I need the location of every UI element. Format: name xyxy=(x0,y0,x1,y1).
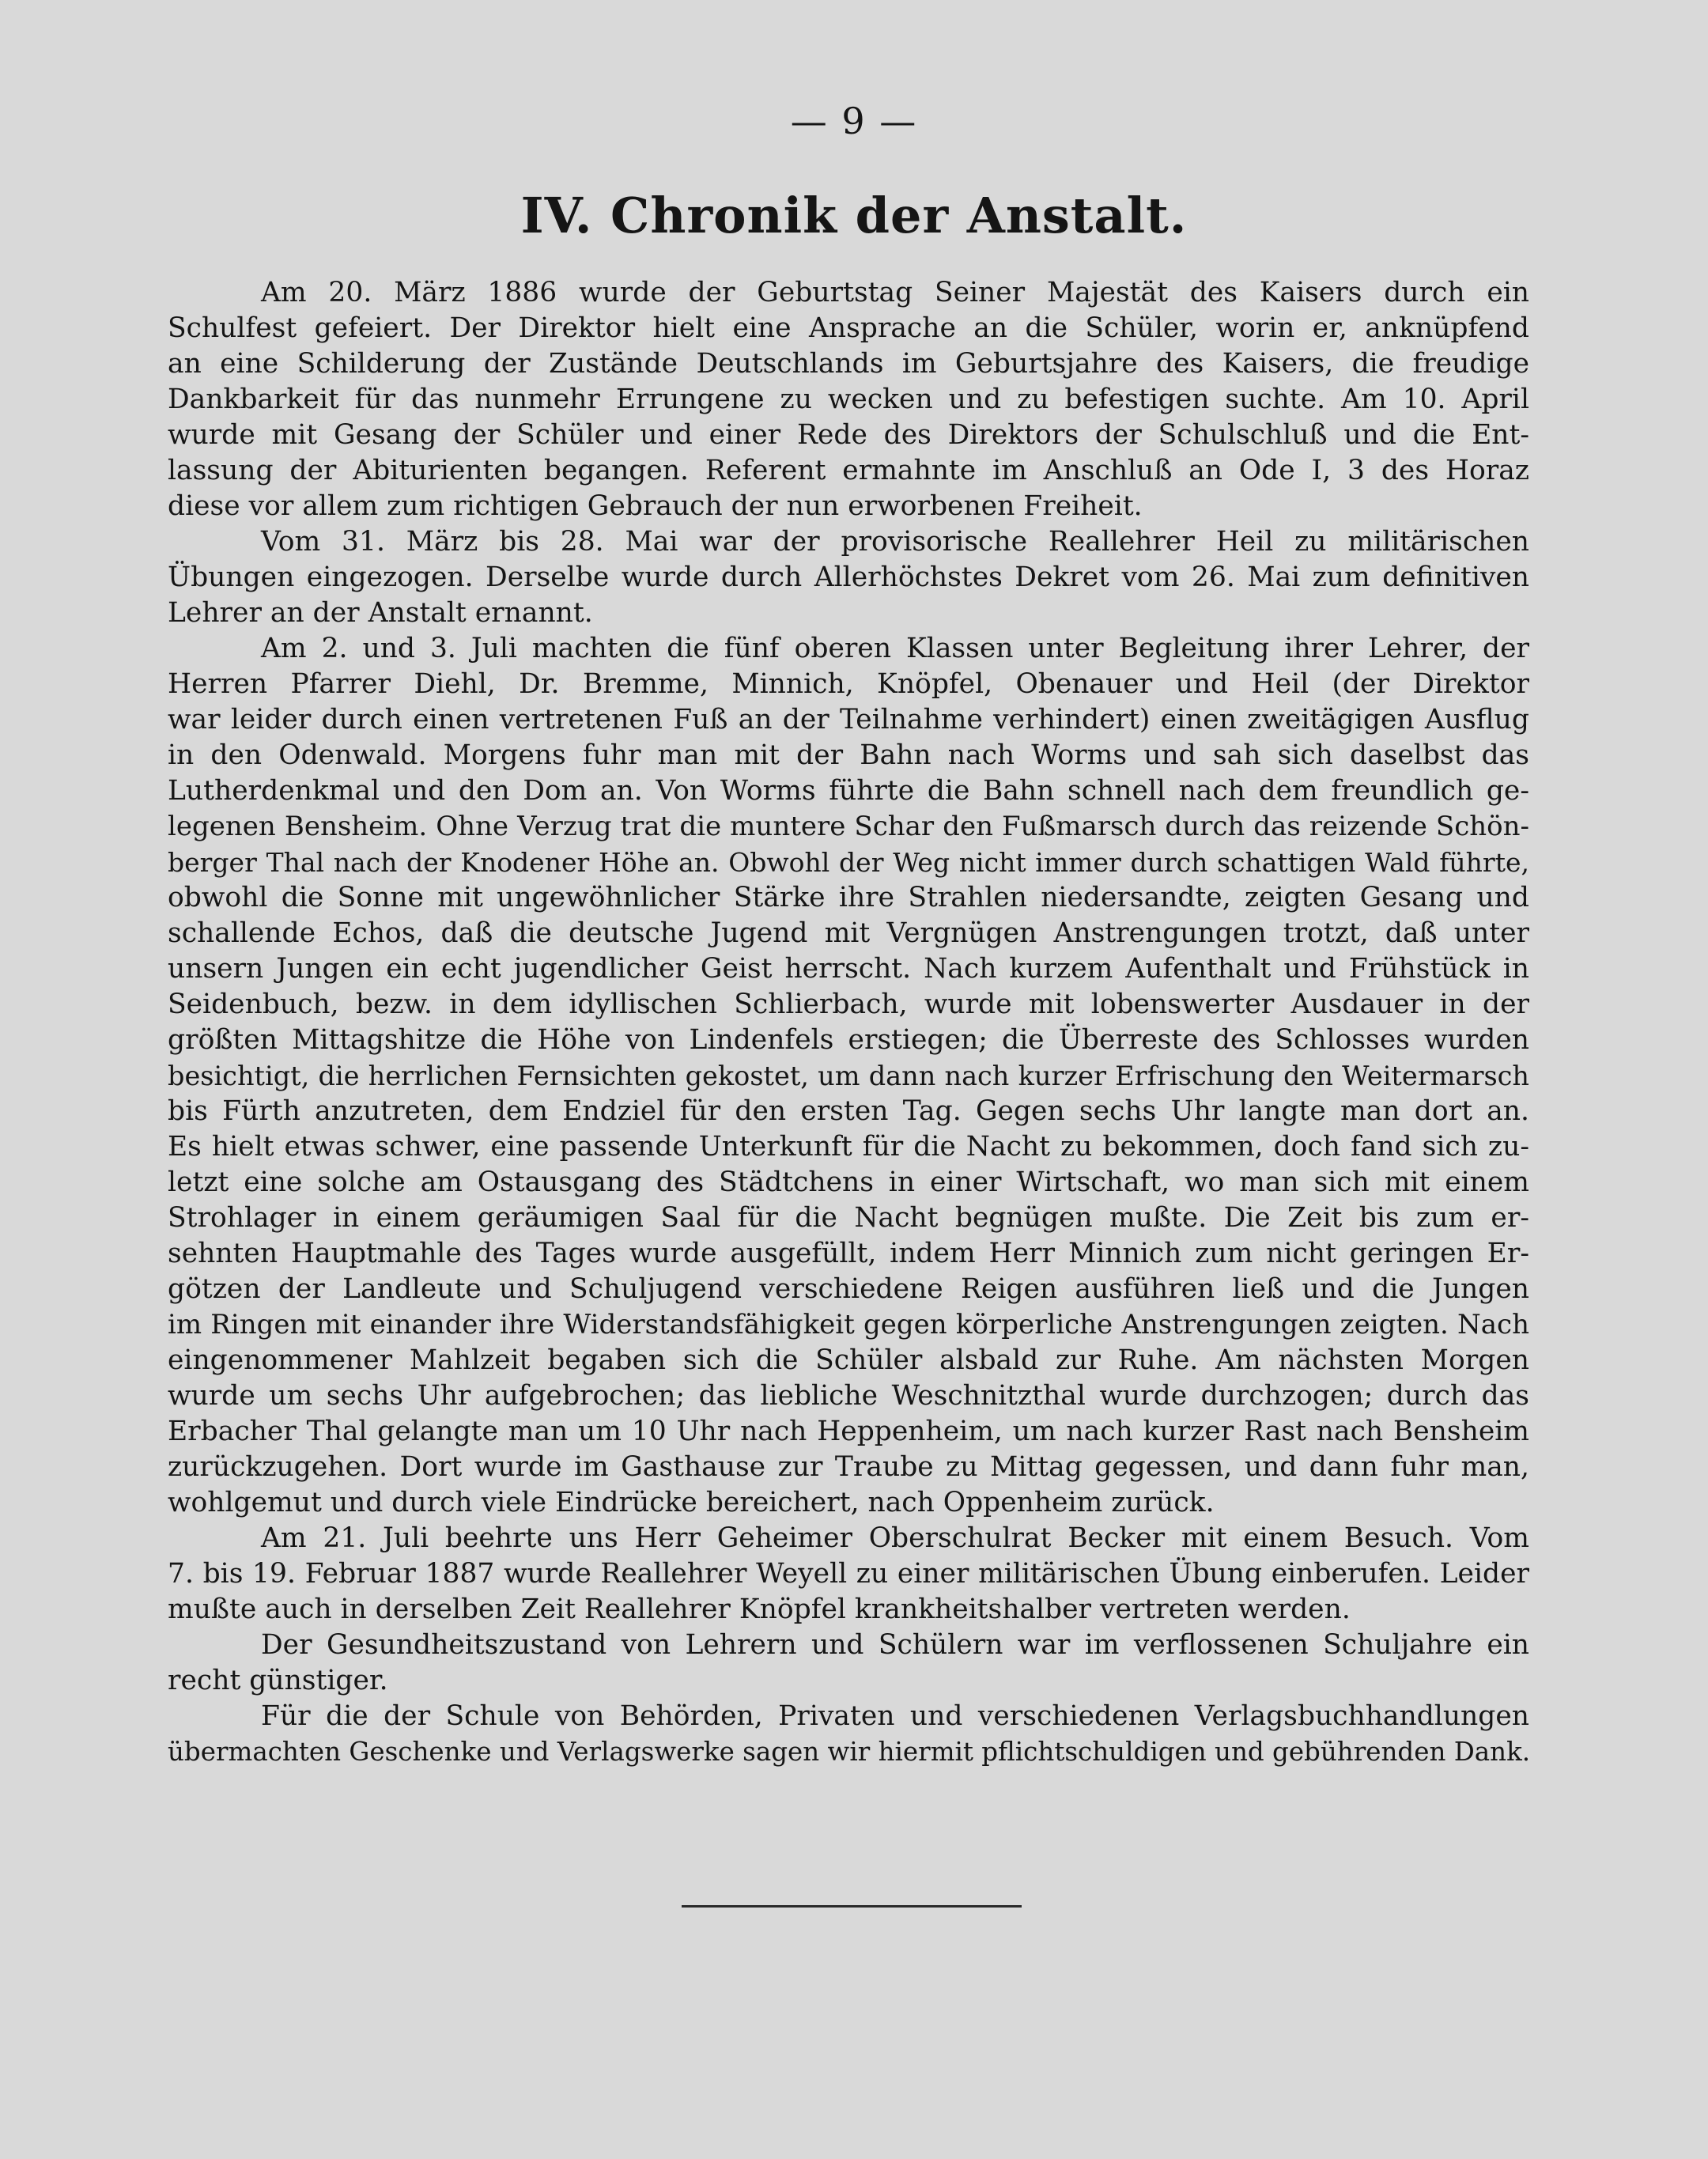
text-line: wurde um sechs Uhr aufgebrochen; das liebliche Weschnitzthal wurde durchzogen; durch das xyxy=(168,1380,1529,1412)
text-line: Lehrer an der Anstalt ernannt. xyxy=(168,597,593,629)
text-line: wohlgemut und durch viele Eindrücke bereichert, nach Oppenheim zurück. xyxy=(168,1487,1215,1518)
text-line: diese vor allem zum richtigen Gebrauch der nun erworbenen Freiheit. xyxy=(168,490,1143,522)
paragraph xyxy=(168,524,1529,631)
text-line: Es hielt etwas schwer, eine passende Unterkunft für die Nacht zu bekommen, doch fand sich zu- xyxy=(168,1131,1529,1163)
closing-rule-divider xyxy=(682,1905,1022,1908)
text-line: zurückzugehen. Dort wurde im Gasthause zur Traube zu Mittag gegessen, und dann fuhr man, xyxy=(168,1451,1529,1483)
text-line: Am 21. Juli beehrte uns Herr Geheimer Oberschulrat Becker mit einem Besuch. Vom xyxy=(261,1522,1529,1554)
paragraph xyxy=(168,631,1529,1521)
text-line: Erbacher Thal gelangte man um 10 Uhr nach Heppenheim, um nach kurzer Rast nach Bensheim xyxy=(168,1416,1529,1447)
text-line: Für die der Schule von Behörden, Privaten und verschiedenen Verlagsbuchhandlungen xyxy=(261,1700,1529,1732)
text-line: Herren Pfarrer Diehl, Dr. Bremme, Minnich, Knöpfel, Obenauer und Heil (der Direktor xyxy=(168,668,1529,700)
text-line: Am 2. und 3. Juli machten die fünf oberen Klassen unter Begleitung ihrer Lehrer, der xyxy=(261,633,1529,664)
page-number: — 9 — xyxy=(790,100,918,142)
text-line: Dankbarkeit für das nunmehr Errungene zu wecken und zu befestigen suchte. Am 10. April xyxy=(168,384,1529,415)
text-line: götzen der Landleute und Schuljugend verschiedene Reigen ausführen ließ und die Jungen xyxy=(168,1273,1529,1305)
text-line: 7. bis 19. Februar 1887 wurde Reallehrer Weyell zu einer militärischen Übung einberufen. Leider xyxy=(168,1558,1529,1590)
text-line: sehnten Hauptmahle des Tages wurde ausgefüllt, indem Herr Minnich zum nicht geringen Er- xyxy=(168,1238,1529,1269)
text-line: besichtigt, die herrlichen Fernsichten gekostet, um dann nach kurzer Erfrischung den Weitermarsch xyxy=(168,1061,1529,1091)
paragraph xyxy=(168,1628,1529,1699)
text-line: legenen Bensheim. Ohne Verzug trat die muntere Schar den Fußmarsch durch das reizende Schön- xyxy=(168,811,1529,842)
text-line: Am 20. März 1886 wurde der Geburtstag Seiner Majestät des Kaisers durch ein xyxy=(261,277,1529,308)
text-line: Der Gesundheitszustand von Lehrern und Schülern war im verflossenen Schuljahre ein xyxy=(261,1629,1529,1661)
text-line: bis Fürth anzutreten, dem Endziel für den ersten Tag. Gegen sechs Uhr langte man dort an. xyxy=(168,1095,1529,1127)
text-line: unsern Jungen ein echt jugendlicher Geist herrscht. Nach kurzem Aufenthalt und Frühstück in xyxy=(168,953,1529,985)
body-text xyxy=(168,275,1529,1770)
paragraph xyxy=(168,275,1529,524)
text-line: berger Thal nach der Knodener Höhe an. Obwohl der Weg nicht immer durch schattigen Wald führte, xyxy=(168,847,1529,878)
text-line: Vom 31. März bis 28. Mai war der provisorische Reallehrer Heil zu militärischen xyxy=(261,526,1529,558)
text-line: eingenommener Mahlzeit begaben sich die Schüler alsbald zur Ruhe. Am nächsten Morgen xyxy=(168,1344,1529,1376)
text-line: mußte auch in derselben Zeit Reallehrer Knöpfel krankheitshalber vertreten werden. xyxy=(168,1594,1351,1625)
text-line: im Ringen mit einander ihre Widerstandsfähigkeit gegen körperliche Anstrengungen zeigten. Nach xyxy=(168,1309,1529,1340)
chapter-title: IV. Chronik der Anstalt. xyxy=(520,187,1188,244)
text-line: größten Mittagshitze die Höhe von Lindenfels erstiegen; die Überreste des Schlosses wurden xyxy=(168,1024,1529,1056)
paragraph xyxy=(168,1521,1529,1628)
text-line: letzt eine solche am Ostausgang des Städtchens in einer Wirtschaft, wo man sich mit einem xyxy=(168,1166,1529,1198)
text-line: war leider durch einen vertretenen Fuß an der Teilnahme verhindert) einen zweitägigen Ausflug xyxy=(168,704,1529,735)
text-line: schallende Echos, daß die deutsche Jugend mit Vergnügen Anstrengungen trotzt, daß unter xyxy=(168,917,1529,949)
text-line: übermachten Geschenke und Verlagswerke sagen wir hiermit pflichtschuldigen und gebührenden Dank. xyxy=(168,1737,1531,1767)
text-line: in den Odenwald. Morgens fuhr man mit der Bahn nach Worms und sah sich daselbst das xyxy=(168,739,1529,771)
text-line: lassung der Abiturienten begangen. Referent ermahnte im Anschluß an Ode I, 3 des Horaz xyxy=(168,455,1529,486)
text-line: Lutherdenkmal und den Dom an. Von Worms führte die Bahn schnell nach dem freundlich ge- xyxy=(168,775,1529,807)
paragraph xyxy=(168,1699,1529,1770)
text-line: recht günstiger. xyxy=(168,1665,388,1696)
text-line: obwohl die Sonne mit ungewöhnlicher Stärke ihre Strahlen niedersandte, zeigten Gesang und xyxy=(168,882,1529,913)
text-line: Strohlager in einem geräumigen Saal für die Nacht begnügen mußte. Die Zeit bis zum er- xyxy=(168,1202,1529,1234)
text-line: an eine Schilderung der Zustände Deutschlands im Geburtsjahre des Kaisers, die freudige xyxy=(168,348,1529,380)
text-line: wurde mit Gesang der Schüler und einer Rede des Direktors der Schulschluß und die Ent- xyxy=(168,419,1529,451)
text-line: Schulfest gefeiert. Der Direktor hielt eine Ansprache an die Schüler, worin er, anknüpfend xyxy=(168,312,1529,344)
text-line: Seidenbuch, bezw. in dem idyllischen Schlierbach, wurde mit lobenswerter Ausdauer in der xyxy=(168,989,1529,1020)
text-line: Übungen eingezogen. Derselbe wurde durch Allerhöchstes Dekret vom 26. Mai zum definitiven xyxy=(168,561,1529,593)
